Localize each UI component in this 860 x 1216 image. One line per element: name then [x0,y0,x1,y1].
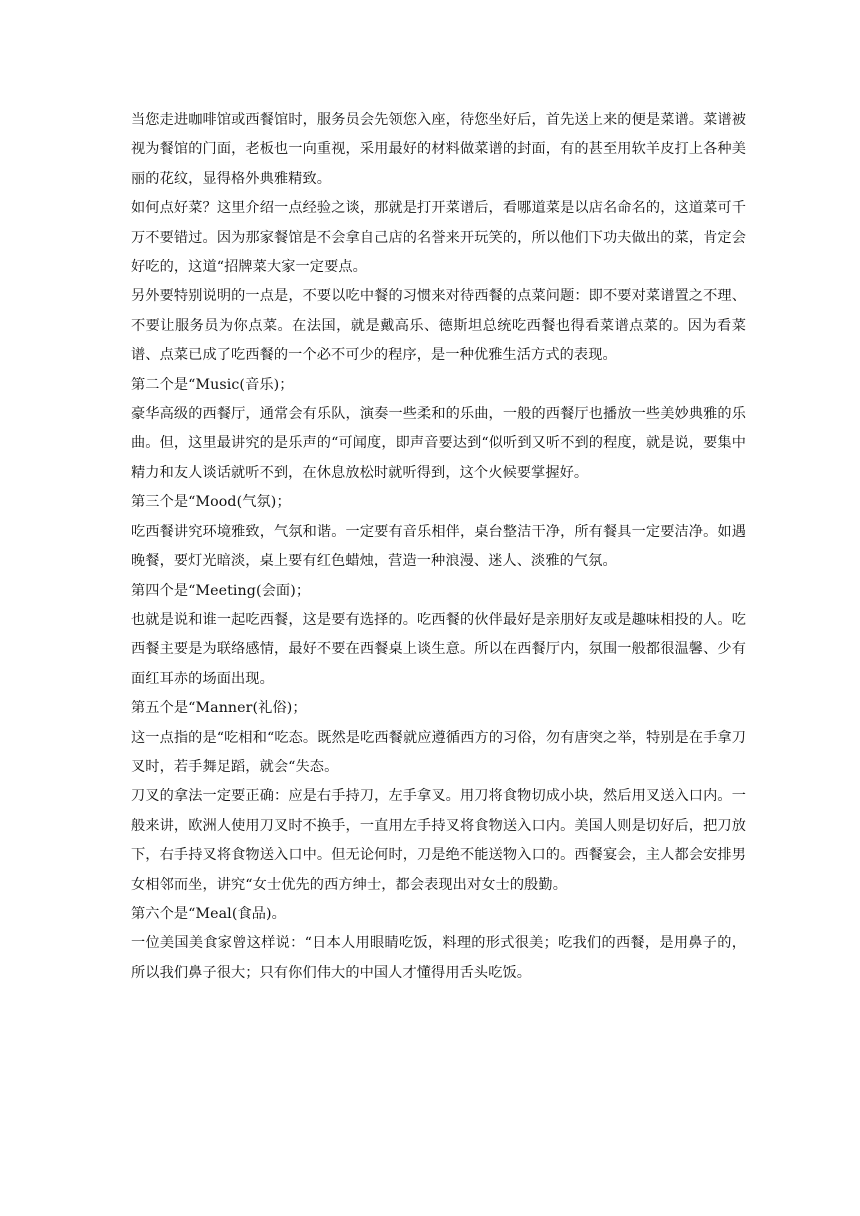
document-body [131,106,746,988]
paragraph-manner: 这一点指的是“吃相和“吃态。既然是吃西餐就应遵循西方的习俗，勿有唐突之举，特别是在手拿刀叉时，若手舞足蹈，就会“失态。 [131,729,746,775]
paragraph-mood: 吃西餐讲究环境雅致，气氛和谐。一定要有音乐相伴，桌台整洁干净，所有餐具一定要洁净。如遇晚餐，要灯光暗淡，桌上要有红色蜡烛，营造一种浪漫、迷人、淡雅的气氛。 [131,523,746,570]
paragraph-ordering-tips: 如何点好菜？这里介绍一点经验之谈，那就是打开菜谱后，看哪道菜是以店名命名的，这道菜可千万不要错过。因为那家餐馆是不会拿自己店的名誉来开玩笑的，所以他们下功夫做出的菜，肯定会好吃的，这道“招牌菜大家一定要点。 [131,200,746,276]
paragraph-cutlery: 刀叉的拿法一定要正确：应是右手持刀，左手拿叉。用刀将食物切成小块，然后用叉送入口内。一般来讲，欧洲人使用刀叉时不换手，一直用左手持叉将食物送入口内。美国人则是切好后，把刀放下，右手持叉将食物送入口中。但无论何时，刀是绝不能送物入口的。西餐宴会，主人都会安排男女相邻而坐，讲究“女士优先的西方绅士，都会表现出对女士的殷勤。 [131,788,746,893]
paragraph-meeting: 也就是说和谁一起吃西餐，这是要有选择的。吃西餐的伙伴最好是亲朋好友或是趣味相投的人。吃西餐主要是为联络感情，最好不要在西餐桌上谈生意。所以在西餐厅内，氛围一般都很温馨、少有面红耳赤的场面出现。 [131,611,746,687]
heading-music: 第二个是“Music(音乐)； [131,376,294,393]
paragraph-ordering-etiquette: 另外要特别说明的一点是，不要以吃中餐的习惯来对待西餐的点菜问题：即不要对菜谱置之不理、不要让服务员为你点菜。在法国，就是戴高乐、德斯坦总统吃西餐也得看菜谱点菜的。因为看菜谱、点菜已成了吃西餐的一个必不可少的程序，是一种优雅生活方式的表现。 [131,288,746,364]
heading-meeting: 第四个是“Meeting(会面)； [131,582,311,599]
heading-manner: 第五个是“Manner(礼俗)； [131,700,307,717]
paragraph-music: 豪华高级的西餐厅，通常会有乐队，演奏一些柔和的乐曲，一般的西餐厅也播放一些美妙典雅的乐曲。但，这里最讲究的是乐声的“可闻度，即声音要达到“似听到又听不到的程度，就是说，要集中精力和友人谈话就听不到，在休息放松时就听得到，这个火候要掌握好。 [131,406,746,481]
heading-mood: 第三个是“Mood(气氛)； [131,494,291,511]
paragraph-meal: 一位美国美食家曾这样说：“日本人用眼睛吃饭，料理的形式很美；吃我们的西餐，是用鼻子的，所以我们鼻子很大；只有你们伟大的中国人才懂得用舌头吃饭。 [131,935,746,981]
heading-meal: 第六个是“Meal(食品)。 [131,905,286,922]
paragraph-menu-intro: 当您走进咖啡馆或西餐馆时，服务员会先领您入座，待您坐好后，首先送上来的便是菜谱。菜谱被视为餐馆的门面，老板也一向重视，采用最好的材料做菜谱的封面，有的甚至用软羊皮打上各种美丽的花纹，显得格外典雅精致。 [131,112,746,187]
